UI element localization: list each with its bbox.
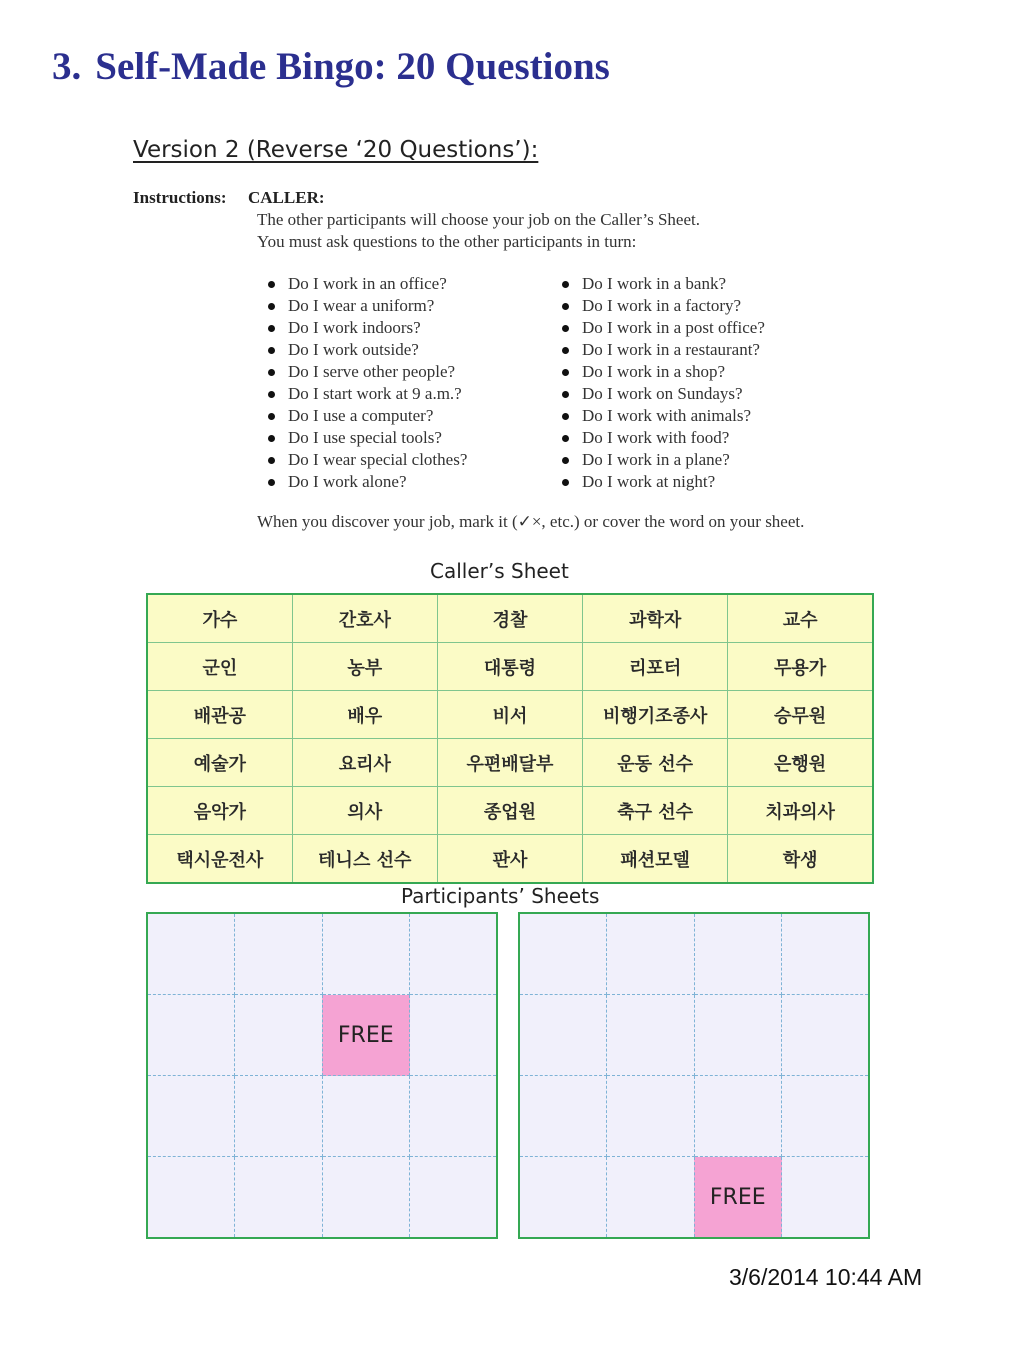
table-cell: 대통령 [437, 643, 582, 691]
list-item: Do I work indoors? [266, 317, 467, 339]
table-cell: 교수 [728, 594, 873, 643]
participant-sheet-2 [518, 912, 870, 1239]
bingo-cell [322, 913, 410, 995]
list-item: Do I start work at 9 a.m.? [266, 383, 467, 405]
table-cell: 축구 선수 [583, 787, 728, 835]
bullet-icon [562, 479, 569, 486]
bingo-cell [782, 1157, 870, 1239]
bingo-cell [235, 1076, 323, 1157]
table-row [147, 835, 873, 884]
table-row [519, 913, 869, 995]
participant-sheet-1 [146, 912, 498, 1239]
bullet-icon [268, 479, 275, 486]
bingo-cell [235, 913, 323, 995]
bullet-icon [562, 369, 569, 376]
bullet-icon [268, 347, 275, 354]
table-cell: 리포터 [583, 643, 728, 691]
table-cell: 은행원 [728, 739, 873, 787]
table-cell: 종업원 [437, 787, 582, 835]
table-cell: 학생 [728, 835, 873, 884]
participants-sheets-heading: Participants’ Sheets [401, 884, 600, 908]
bingo-cell [782, 995, 870, 1076]
question-list-right [560, 273, 765, 493]
bullet-icon [268, 325, 275, 332]
bingo-cell [519, 995, 607, 1076]
timestamp: 3/6/2014 10:44 AM [729, 1264, 923, 1290]
bingo-cell [147, 1157, 235, 1239]
table-row [147, 643, 873, 691]
instructions-label: Instructions: [133, 188, 227, 207]
bingo-cell [607, 1076, 695, 1157]
table-cell: 배관공 [147, 691, 292, 739]
table-cell: 비서 [437, 691, 582, 739]
bingo-cell [410, 1157, 498, 1239]
table-cell: 음악가 [147, 787, 292, 835]
table-cell: 치과의사 [728, 787, 873, 835]
callers-sheet-heading: Caller’s Sheet [430, 559, 569, 583]
list-item: Do I work alone? [266, 471, 467, 493]
final-instruction: When you discover your job, mark it (✓×, etc.) or cover the word on your sheet. [257, 512, 805, 531]
list-item: Do I work in a post office? [560, 317, 765, 339]
table-cell: 택시운전사 [147, 835, 292, 884]
slide-title-text: Self-Made Bingo: 20 Questions [95, 45, 610, 88]
bingo-cell [607, 995, 695, 1076]
bingo-cell [782, 913, 870, 995]
bingo-cell [607, 1157, 695, 1239]
bingo-cell [782, 1076, 870, 1157]
bullet-icon [562, 303, 569, 310]
bullet-icon [268, 391, 275, 398]
table-cell: 운동 선수 [583, 739, 728, 787]
table-cell: 군인 [147, 643, 292, 691]
bullet-icon [268, 457, 275, 464]
table-row [519, 1157, 869, 1239]
callers-sheet-table [146, 593, 874, 884]
list-item: Do I work with food? [560, 427, 765, 449]
slide-title [52, 44, 610, 89]
list-item: Do I work in a factory? [560, 295, 765, 317]
bullet-icon [268, 435, 275, 442]
table-row [147, 1076, 497, 1157]
table-cell: 요리사 [292, 739, 437, 787]
bingo-cell [235, 1157, 323, 1239]
table-cell: 비행기조종사 [583, 691, 728, 739]
table-row [147, 1157, 497, 1239]
bingo-cell [694, 913, 782, 995]
version-heading: Version 2 (Reverse ‘20 Questions’): [133, 137, 539, 163]
bingo-cell [147, 995, 235, 1076]
question-list-left [266, 273, 467, 493]
list-item: Do I work at night? [560, 471, 765, 493]
table-cell: 판사 [437, 835, 582, 884]
table-cell: 배우 [292, 691, 437, 739]
list-item: Do I work in an office? [266, 273, 467, 295]
instructions-line-2: You must ask questions to the other participants in turn: [257, 232, 637, 251]
table-row [147, 739, 873, 787]
table-row [147, 995, 497, 1076]
table-cell: 경찰 [437, 594, 582, 643]
list-item: Do I serve other people? [266, 361, 467, 383]
bingo-cell [519, 1157, 607, 1239]
list-item: Do I work on Sundays? [560, 383, 765, 405]
table-cell: 예술가 [147, 739, 292, 787]
table-row [147, 594, 873, 643]
table-cell: 의사 [292, 787, 437, 835]
table-cell: 테니스 선수 [292, 835, 437, 884]
table-row [147, 691, 873, 739]
bingo-cell [410, 995, 498, 1076]
bullet-icon [562, 325, 569, 332]
bullet-icon [562, 435, 569, 442]
table-row [147, 787, 873, 835]
list-item: Do I use a computer? [266, 405, 467, 427]
list-item: Do I work in a bank? [560, 273, 765, 295]
bullet-icon [562, 347, 569, 354]
bingo-cell [147, 913, 235, 995]
table-cell: 간호사 [292, 594, 437, 643]
bingo-cell [519, 913, 607, 995]
bingo-cell [519, 1076, 607, 1157]
list-item: Do I work in a plane? [560, 449, 765, 471]
bingo-cell [694, 1076, 782, 1157]
list-item: Do I work in a shop? [560, 361, 765, 383]
list-item: Do I work with animals? [560, 405, 765, 427]
table-cell: 패션모델 [583, 835, 728, 884]
list-item: Do I work outside? [266, 339, 467, 361]
bullet-icon [562, 457, 569, 464]
table-cell: 무용가 [728, 643, 873, 691]
table-row [147, 913, 497, 995]
table-cell: 농부 [292, 643, 437, 691]
bingo-cell [607, 913, 695, 995]
list-item: Do I work in a restaurant? [560, 339, 765, 361]
table-cell: 과학자 [583, 594, 728, 643]
table-cell: 가수 [147, 594, 292, 643]
bingo-cell [235, 995, 323, 1076]
bingo-cell [694, 995, 782, 1076]
bullet-icon [268, 369, 275, 376]
bullet-icon [562, 391, 569, 398]
list-item: Do I use special tools? [266, 427, 467, 449]
bingo-cell [322, 1076, 410, 1157]
table-row [519, 995, 869, 1076]
table-cell: 승무원 [728, 691, 873, 739]
list-item: Do I wear special clothes? [266, 449, 467, 471]
table-cell: 우편배달부 [437, 739, 582, 787]
bingo-cell [410, 913, 498, 995]
bullet-icon [562, 281, 569, 288]
free-cell: FREE [322, 995, 410, 1076]
slide-number: 3. [52, 45, 82, 88]
bingo-cell [410, 1076, 498, 1157]
table-row [519, 1076, 869, 1157]
list-item: Do I wear a uniform? [266, 295, 467, 317]
bullet-icon [562, 413, 569, 420]
bullet-icon [268, 303, 275, 310]
bingo-cell [322, 1157, 410, 1239]
instructions-line-1: The other participants will choose your job on the Caller’s Sheet. [257, 210, 700, 229]
free-cell: FREE [694, 1157, 782, 1239]
bullet-icon [268, 281, 275, 288]
bullet-icon [268, 413, 275, 420]
instructions-role: CALLER: [248, 188, 325, 207]
bingo-cell [147, 1076, 235, 1157]
